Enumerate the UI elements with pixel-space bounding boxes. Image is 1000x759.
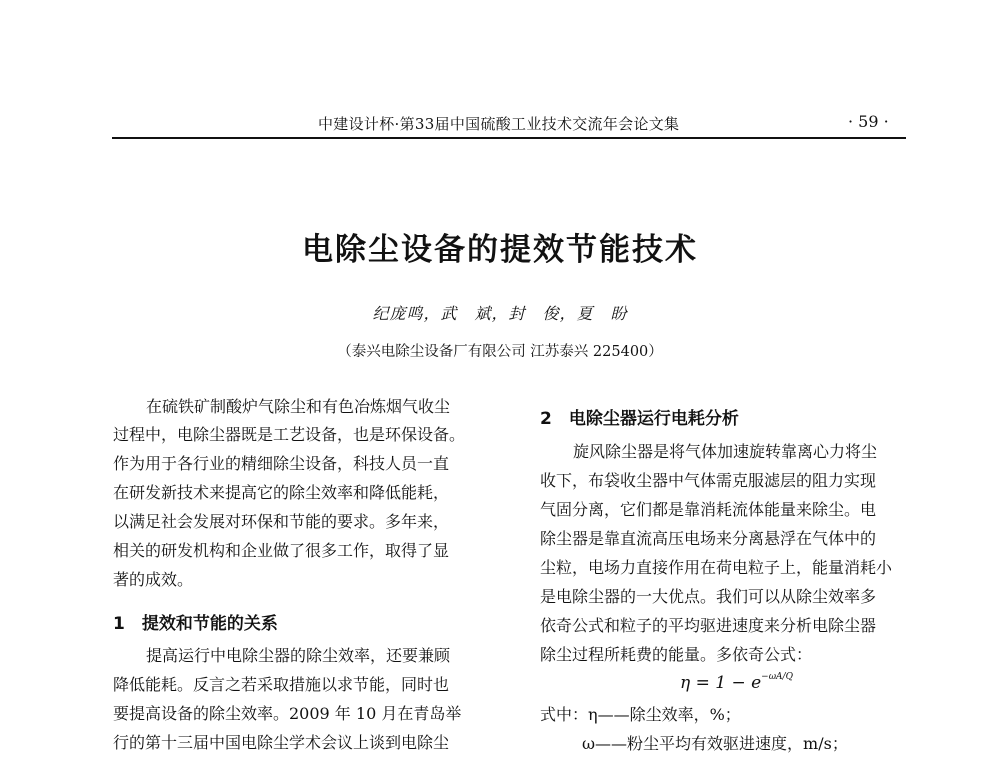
- article-authors: 纪庞鸣，武 斌，封 俊，夏 盼: [372, 304, 628, 323]
- header-rule: [112, 137, 906, 139]
- section-2-line: 尘粒，电场力直接作用在荷电粒子上，能量消耗小: [540, 558, 893, 577]
- section-2-line: 收下，布袋收尘器中气体需克服滤层的阻力实现: [540, 471, 877, 490]
- section-2-line: 气固分离，它们都是靠消耗流体能量来除尘。电: [540, 500, 877, 519]
- intro-line: 著的成效。: [113, 570, 194, 589]
- intro-line: 相关的研发机构和企业做了很多工作，取得了显: [113, 541, 450, 560]
- running-header-title: 中建设计杯·第33届中国硫酸工业技术交流年会论文集: [318, 115, 680, 133]
- definition-line: 式中：η——除尘效率，%；: [540, 705, 741, 724]
- section-2-heading: 2 电除尘器运行电耗分析: [540, 409, 739, 429]
- article-affiliation: （泰兴电除尘设备厂有限公司 江苏泰兴 225400）: [337, 344, 663, 360]
- section-1-line: 行的第十三届中国电除尘学术会议上谈到电除尘: [113, 733, 450, 752]
- formula-body: η = 1 − e: [680, 673, 762, 693]
- intro-line: 在研发新技术来提高它的除尘效率和降低能耗，: [113, 483, 450, 502]
- section-2-line: 依奇公式和粒子的平均驱进速度来分析电除尘器: [540, 616, 877, 635]
- section-1-line: 要提高设备的除尘效率。2009 年 10 月在青岛举: [113, 704, 462, 723]
- intro-line: 作为用于各行业的精细除尘设备，科技人员一直: [113, 454, 450, 473]
- formula-exponent: −ωA/Q: [761, 672, 793, 682]
- article-title: 电除尘设备的提效节能技术: [302, 232, 698, 268]
- section-2-line: 除尘器是靠直流高压电场来分离悬浮在气体中的: [540, 529, 877, 548]
- definition-line: ω——粉尘平均有效驱进速度，m/s；: [582, 734, 848, 753]
- intro-line: 过程中，电除尘器既是工艺设备，也是环保设备。: [113, 425, 466, 444]
- deutsch-formula: [680, 672, 793, 693]
- section-1-line: 降低能耗。反言之若采取措施以求节能，同时也: [113, 675, 450, 694]
- intro-line: 在硫铁矿制酸炉气除尘和有色冶炼烟气收尘: [146, 397, 451, 416]
- page-number: · 59 ·: [848, 112, 889, 131]
- section-2-line: 是电除尘器的一大优点。我们可以从除尘效率多: [540, 587, 877, 606]
- section-2-line: 除尘过程所耗费的能量。多依奇公式：: [540, 645, 813, 664]
- intro-line: 以满足社会发展对环保和节能的要求。多年来，: [113, 512, 450, 531]
- section-2-line: 旋风除尘器是将气体加速旋转靠离心力将尘: [573, 442, 878, 461]
- section-1-heading: 1 提效和节能的关系: [113, 614, 278, 634]
- section-1-line: 提高运行中电除尘器的除尘效率，还要兼顾: [146, 646, 451, 665]
